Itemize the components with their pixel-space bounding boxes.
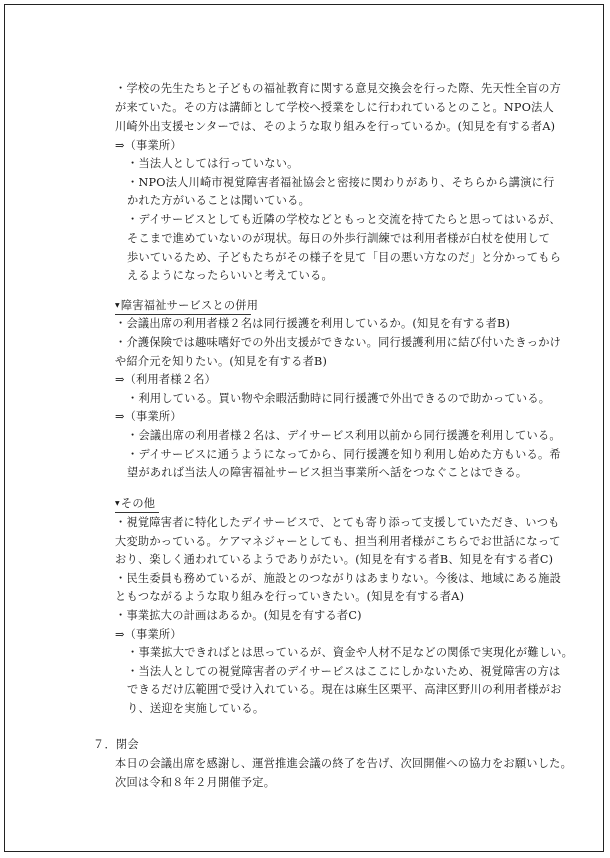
text-line: ・事業拡大の計画はあるか。(知見を有する者C)	[115, 609, 362, 622]
heading-underline	[115, 314, 251, 315]
text-line: り、送迎を実施している。	[127, 702, 265, 715]
text-line: ・当法人としての視覚障害者のデイサービスはここにしかないため、視覚障害の方は	[127, 665, 561, 678]
text-line: ・デイサービスとしても近隣の学校などともっと交流を持てたらと思ってはいるが、	[127, 213, 561, 226]
text-line: ・NPO法人川崎市視覚障害者福祉協会と密接に関わりがあり、そちらから講演に行	[127, 176, 555, 189]
text-line: ・学校の先生たちと子どもの福祉教育に関する意見交換会を行った際、先天性全盲の方	[115, 82, 562, 95]
text-line: ・当法人としては行っていない。	[127, 157, 299, 170]
text-line: ・会議出席の利用者様２名は、デイサービス利用以前から同行援護を利用している。	[127, 429, 561, 442]
text-line: ・民生委員も務めているが、施設とのつながりはあまりない。今後は、地域にある施設	[115, 572, 562, 585]
text-line: えるようになったらいいと考えている。	[127, 269, 333, 282]
section-heading-other	[115, 497, 155, 511]
section-title-closing: ７．閉会	[93, 738, 139, 751]
text-line: 川崎外出支援センターでは、そのような取り組みを行っているか。(知見を有する者A)	[115, 120, 556, 133]
text-line: ⇒（事業所）	[115, 410, 182, 423]
text-line: 本日の会議出席を感謝し、運営推進会議の終了を告げ、次回開催への協力をお願いした。	[115, 757, 573, 770]
text-line: ともつながるような取り組みを行っていきたい。(知見を有する者A)	[115, 590, 465, 603]
text-line: おり、楽しく通われているようでありがたい。(知見を有する者B、知見を有する者C)	[115, 553, 554, 566]
text-line: 大変助かっている。ケアマネジャーとしても、担当利用者様がこちらでお世話になって	[115, 535, 561, 548]
text-line: 望があれば当法人の障害福祉サービス担当事業所へ話をつなぐことはできる。	[127, 466, 528, 479]
triangle-bullet-icon: ▼	[115, 302, 120, 309]
text-line: ・介護保険では趣味嗜好での外出支援ができない。同行援護利用に結び付いたきっかけ	[115, 336, 562, 349]
text-line: ・デイサービスに通うようになってから、同行援護を知り利用し始めた方もいる。希	[127, 448, 561, 461]
section-heading-label: その他	[120, 497, 156, 510]
text-line: が来ていた。その方は講師として学校へ授業をしに行われているとのこと。NPO法人	[115, 101, 554, 114]
text-line: や紹介元を知りたい。(知見を有する者B)	[115, 355, 328, 368]
text-line: できるだけ広範囲で受け入れている。現在は麻生区栗平、高津区野川の利用者様がお	[127, 683, 562, 696]
section-heading-label: 障害福祉サービスとの併用	[120, 299, 259, 312]
text-line: ・事業拡大できればとは思っているが、資金や人材不足などの関係で実現化が難しい。	[127, 646, 574, 659]
text-line: ⇒（事業所）	[115, 628, 182, 641]
section-heading-joint-use	[115, 299, 258, 313]
text-line: ・視覚障害者に特化したデイサービスで、とても寄り添って支援していただき、いつも	[115, 516, 560, 529]
heading-underline	[115, 512, 159, 513]
text-line: ・利用している。買い物や余暇活動時に同行援護で外出できるので助かっている。	[127, 392, 551, 405]
text-line: 歩いているため、子どもたちがその様子を見て「目の悪い方なのだ」と分かってもら	[127, 251, 562, 264]
document-page	[4, 4, 604, 852]
text-line: ⇒（事業所）	[115, 139, 182, 152]
triangle-bullet-icon: ▼	[115, 500, 120, 507]
text-line: かれた方がいることは聞いている。	[127, 194, 311, 207]
text-line: ・会議出席の利用者様２名は同行援護を利用しているか。(知見を有する者B)	[115, 317, 511, 330]
text-line: ⇒（利用者様２名）	[115, 373, 217, 386]
text-line: 次回は令和８年２月開催予定。	[115, 776, 276, 789]
text-line: そこまで進めていないのが現状。毎日の外歩行訓練では利用者様が白杖を使用して	[127, 232, 551, 245]
